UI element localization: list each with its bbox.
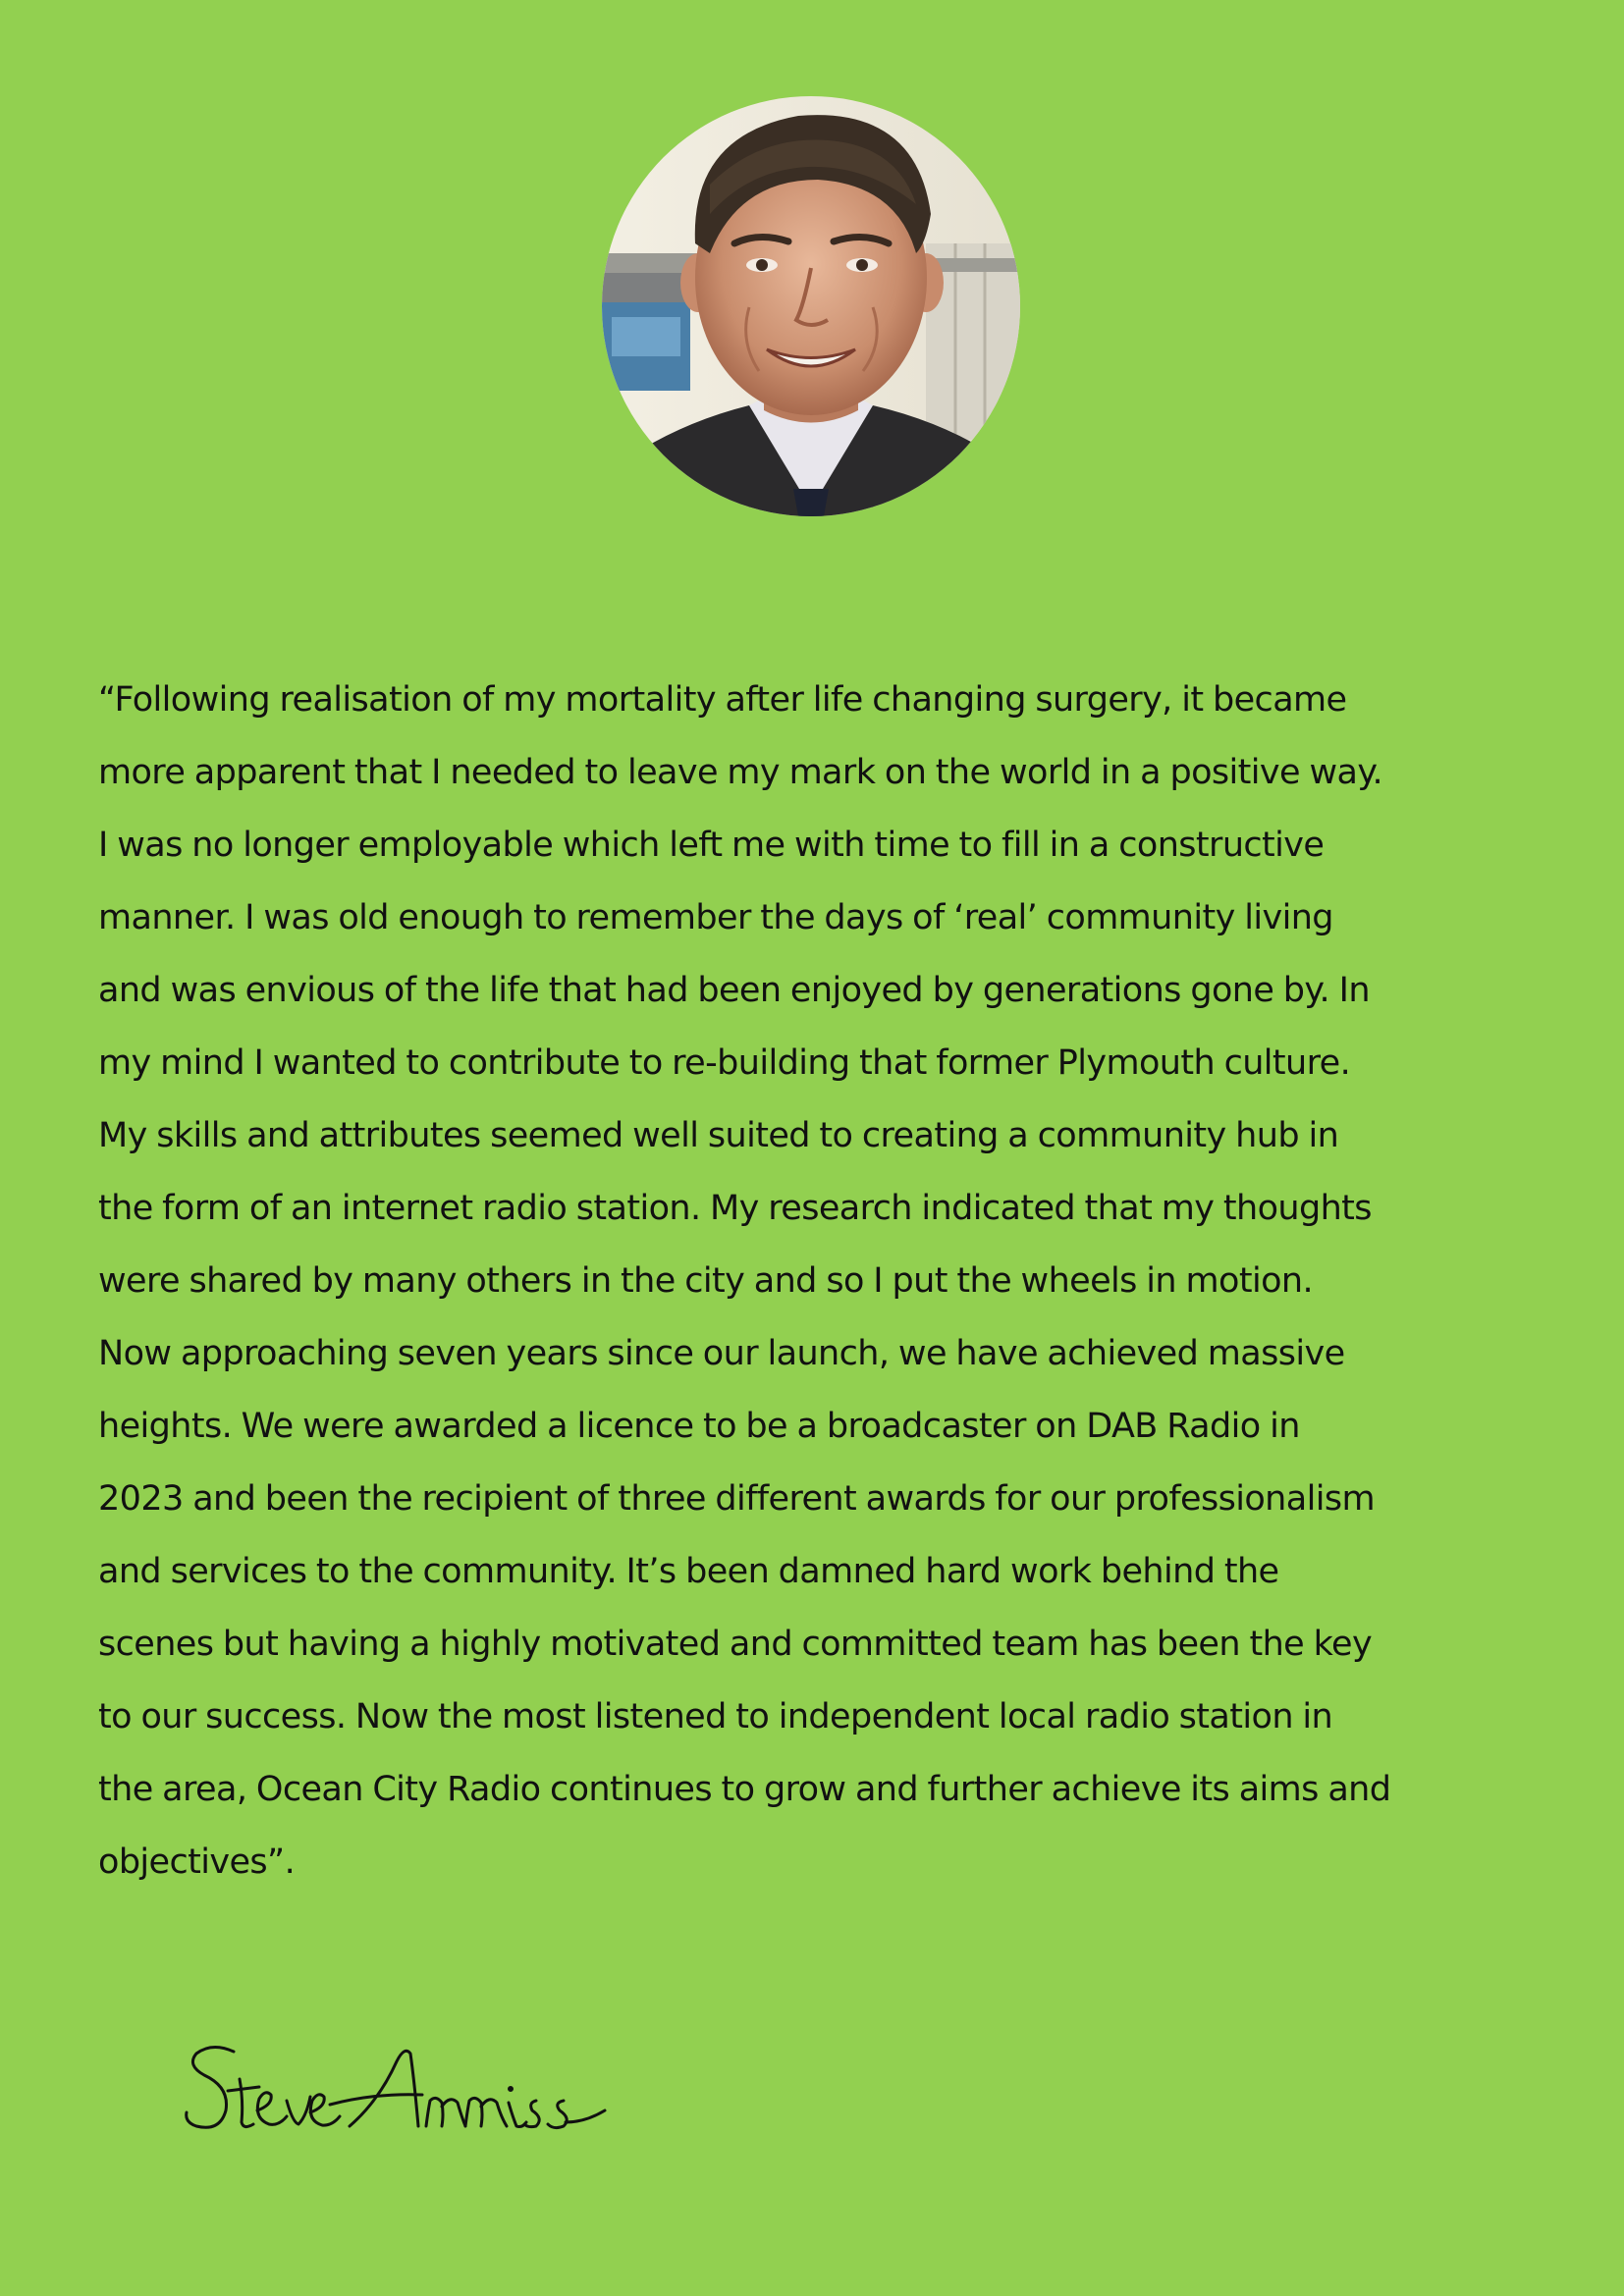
quote-line: to our success. Now the most listened to independent local radio station in — [98, 1697, 1333, 1736]
quote-line: the form of an internet radio station. My research indicated that my thoughts — [98, 1189, 1372, 1228]
quote-line: “Following realisation of my mortality after life changing surgery, it became — [98, 680, 1347, 720]
quote-line: I was no longer employable which left me with time to fill in a constructive — [98, 826, 1325, 865]
portrait-photo — [602, 96, 1020, 516]
quote-line: more apparent that I needed to leave my mark on the world in a positive way. — [98, 753, 1383, 792]
quote-line: objectives”. — [98, 1842, 296, 1882]
quote-line: Now approaching seven years since our launch, we have achieved massive — [98, 1334, 1345, 1373]
person-portrait-icon — [602, 96, 1020, 516]
quote-line: My skills and attributes seemed well suited to creating a community hub in — [98, 1116, 1339, 1155]
quote-line: were shared by many others in the city and so I put the wheels in motion. — [98, 1261, 1314, 1301]
quote-line: scenes but having a highly motivated and committed team has been the key — [98, 1625, 1373, 1664]
signature-icon — [183, 2032, 624, 2150]
quote-line: my mind I wanted to contribute to re-building that former Plymouth culture. — [98, 1043, 1351, 1083]
quote-line: heights. We were awarded a licence to be a broadcaster on DAB Radio in — [98, 1407, 1300, 1446]
quote-line: and was envious of the life that had been enjoyed by generations gone by. In — [98, 971, 1370, 1010]
quote-line: and services to the community. It’s been damned hard work behind the — [98, 1552, 1279, 1591]
quote-line: manner. I was old enough to remember the days of ‘real’ community living — [98, 898, 1333, 937]
quote-line: the area, Ocean City Radio continues to grow and further achieve its aims and — [98, 1770, 1391, 1809]
quote-line: 2023 and been the recipient of three different awards for our professionalism — [98, 1479, 1375, 1519]
testimonial-quote — [98, 664, 1542, 1898]
handwritten-signature — [183, 2032, 624, 2150]
